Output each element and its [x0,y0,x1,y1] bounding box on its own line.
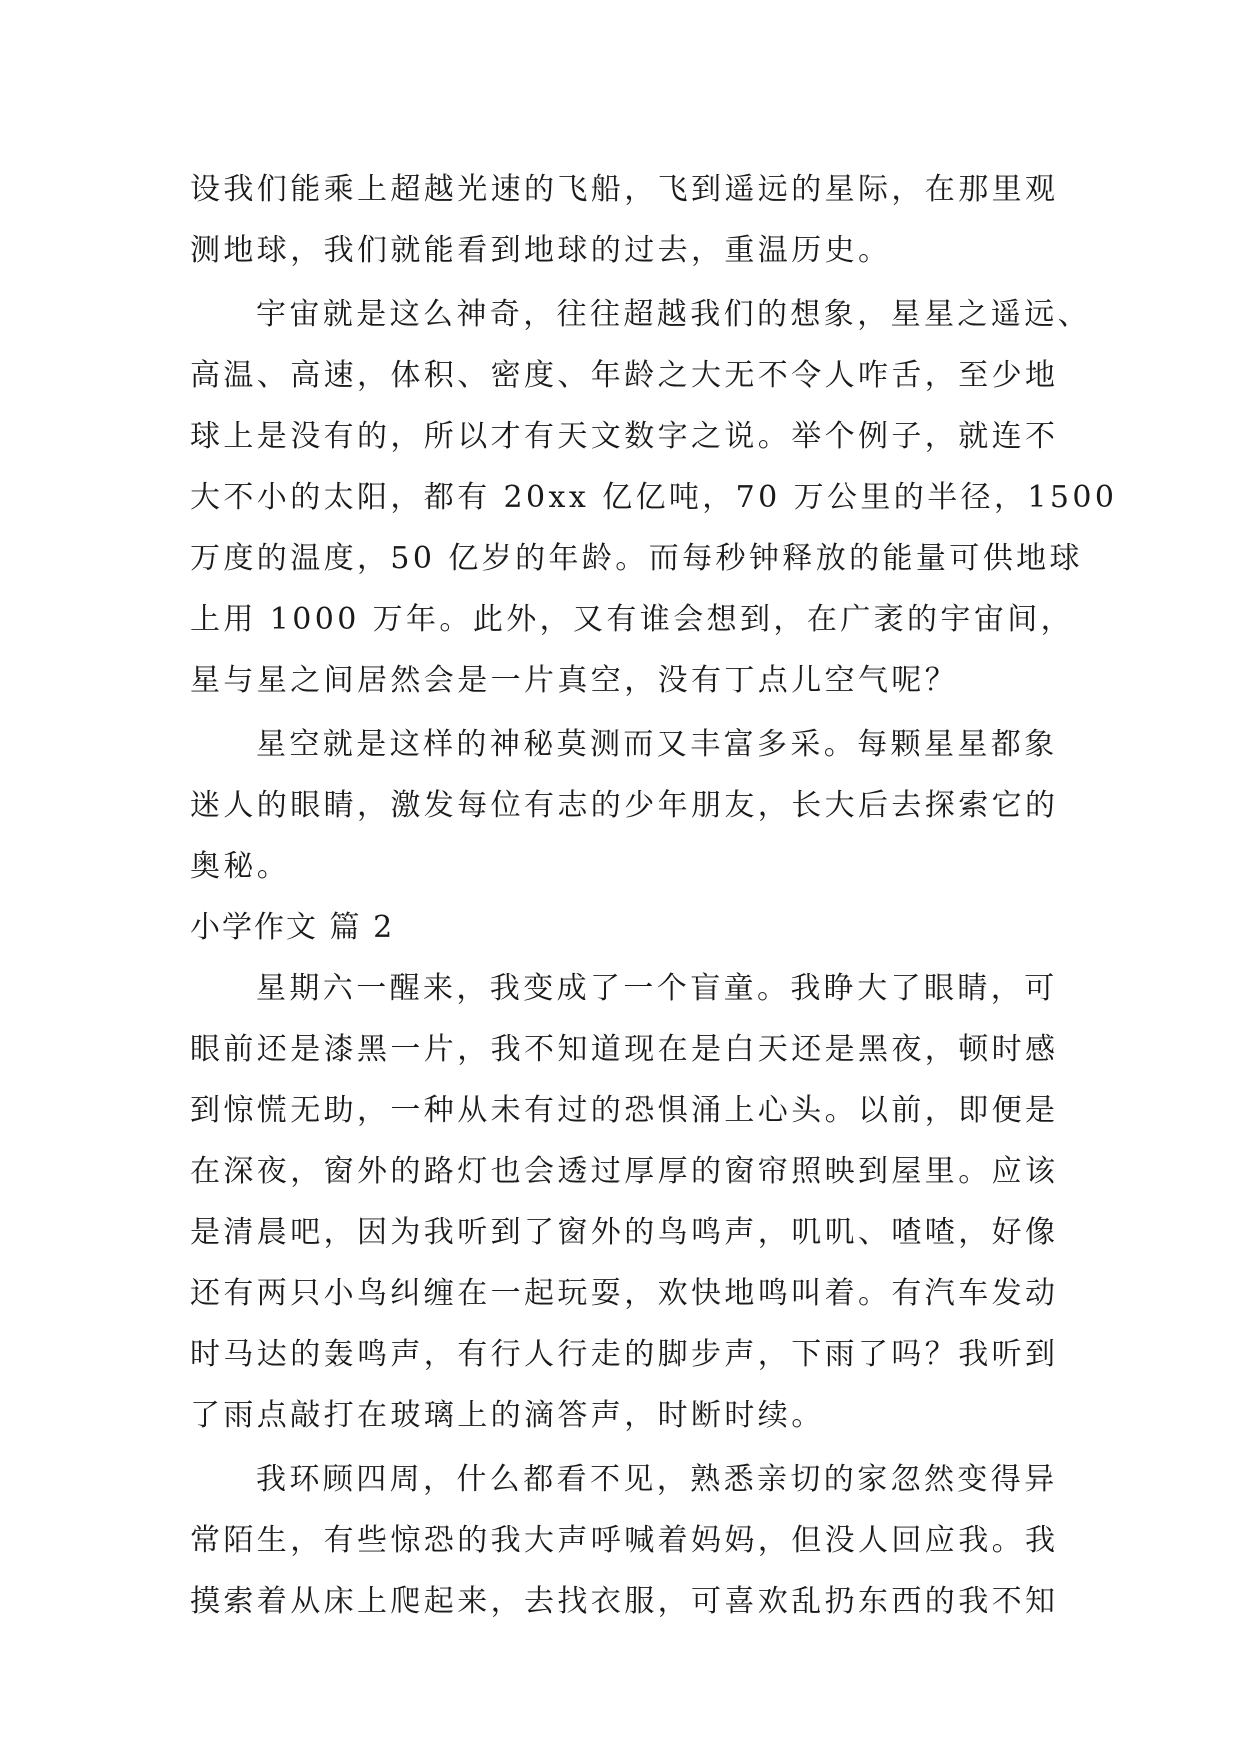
text-line: 我环顾四周，什么都看不见，熟悉亲切的家忽然变得异 [256,1462,1058,1497]
text-line: 上用 1000 万年。此外，又有谁会想到，在广袤的宇宙间， [190,602,1075,637]
paragraph [190,714,1059,897]
text-line: 在深夜，窗外的路灯也会透过厚厚的窗帘照映到屋里。应该 [190,1154,1059,1189]
text-line: 是清晨吧，因为我听到了窗外的鸟鸣声，叽叽、喳喳，好像 [190,1215,1059,1250]
text-line: 球上是没有的，所以才有天文数字之说。举个例子，就连不 [190,419,1059,454]
text-line: 奥秘。 [190,849,291,884]
text-line: 常陌生，有些惊恐的我大声呼喊着妈妈，但没人回应我。我 [190,1523,1059,1558]
text-line: 时马达的轰鸣声，有行人行走的脚步声，下雨了吗？我听到 [190,1337,1059,1372]
text-line: 测地球，我们就能看到地球的过去，重温历史。 [190,233,892,268]
text-line: 星期六一醒来，我变成了一个盲童。我睁大了眼睛，可 [256,971,1058,1006]
text-line: 大不小的太阳，都有 20xx 亿亿吨，70 万公里的半径，1500 [190,480,1118,515]
text-line: 高温、高速，体积、密度、年龄之大无不令人咋舌，至少地 [190,358,1059,393]
text-line: 宇宙就是这么神奇，往往超越我们的想象，星星之遥远、 [256,297,1091,332]
paragraph [190,958,1059,1446]
text-line: 眼前还是漆黑一片，我不知道现在是白天还是黑夜，顿时感 [190,1032,1059,1067]
paragraph [190,1449,1059,1632]
document-body [190,159,1118,1632]
text-line: 星空就是这样的神秘莫测而又丰富多采。每颗星星都象 [256,727,1058,762]
paragraph [190,284,1118,711]
text-line: 万度的温度，50 亿岁的年龄。而每秒钟释放的能量可供地球 [190,541,1083,576]
text-line: 还有两只小鸟纠缠在一起玩耍，欢快地鸣叫着。有汽车发动 [190,1276,1059,1311]
text-line: 了雨点敲打在玻璃上的滴答声，时断时续。 [190,1398,825,1433]
text-line: 设我们能乘上超越光速的飞船，飞到遥远的星际，在那里观 [190,172,1059,207]
section-heading: 小学作文 篇 2 [190,910,395,945]
paragraph [190,159,1059,281]
text-line: 摸索着从床上爬起来，去找衣服，可喜欢乱扔东西的我不知 [190,1584,1059,1619]
text-line: 星与星之间居然会是一片真空，没有丁点儿空气呢？ [190,663,959,698]
text-line: 到惊慌无助，一种从未有过的恐惧涌上心头。以前，即便是 [190,1093,1059,1128]
text-line: 迷人的眼睛，激发每位有志的少年朋友，长大后去探索它的 [190,788,1059,823]
